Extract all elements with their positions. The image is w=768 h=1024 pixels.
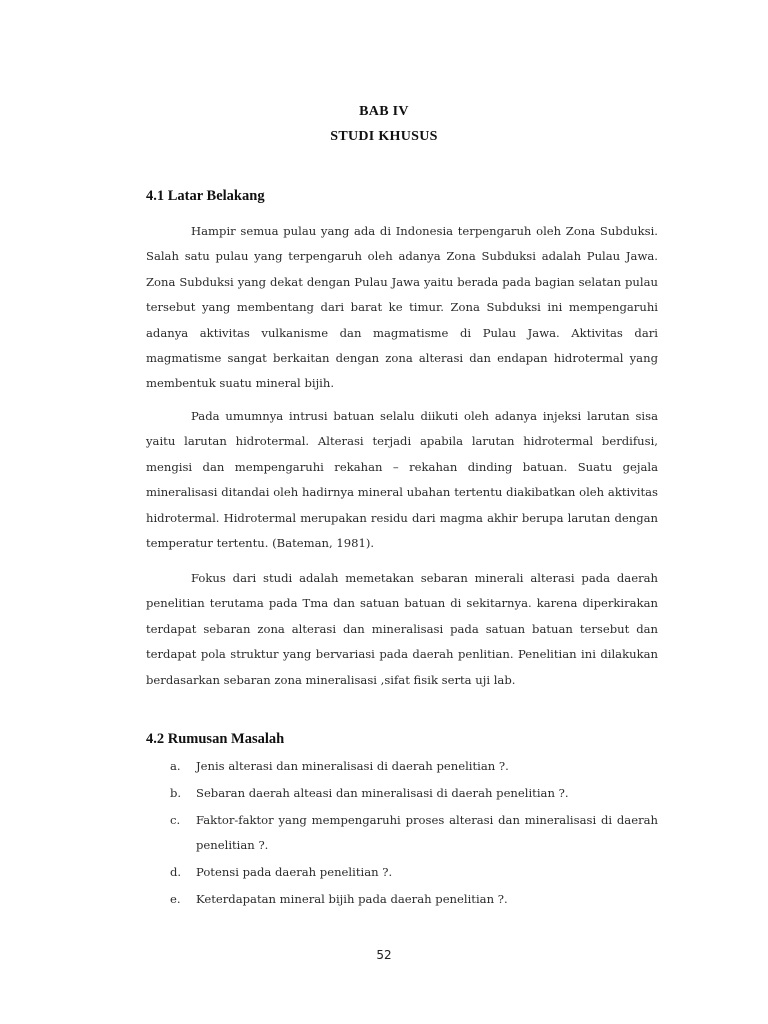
list-item — [146, 781, 658, 806]
paragraph-1: Hampir semua pulau yang ada di Indonesia terpengaruh oleh Zona Subduksi. Salah satu pulau yang terpengaruh oleh adanya Zona Subduksi adalah Pulau Jawa. Zona Subduksi yang dekat dengan Pulau Jawa yaitu berada pada bagian selatan pulau tersebut yang membentang dari barat ke timur. Zona Subduksi ini mempengaruhi adanya aktivitas vulkanisme dan magmatisme di Pulau Jawa. Aktivitas dari magmatisme sangat berkaitan dengan zona alterasi dan endapan hidrotermal yang membentuk suatu mineral bijih. — [146, 224, 658, 391]
problem-list — [146, 754, 658, 914]
list-item-text: Keterdapatan mineral bijih pada daerah penelitian ?. — [196, 892, 508, 907]
list-marker: b. — [170, 785, 182, 800]
list-marker: c. — [170, 812, 181, 827]
chapter-title: STUDI KHUSUS — [330, 129, 438, 144]
page-number: 52 — [376, 948, 392, 962]
list-item — [146, 860, 658, 885]
list-marker: d. — [170, 865, 182, 880]
list-item — [146, 754, 658, 779]
paragraph-3: Fokus dari studi adalah memetakan sebaran minerali alterasi pada daerah penelitian terutama pada Tma dan satuan batuan di sekitarnya. karena diperkirakan terdapat sebaran zona alterasi dan mineralisasi pada satuan batuan tersebut dan terdapat pola struktur yang bervariasi pada daerah penlitian. Penelitian ini dilakukan berdasarkan sebaran zona mineralisasi ,sifat fisik serta uji lab. — [146, 571, 658, 687]
list-item — [146, 887, 658, 912]
list-marker: a. — [170, 759, 181, 773]
paragraph-2: Pada umumnya intrusi batuan selalu diikuti oleh adanya injeksi larutan sisa yaitu larutan hidrotermal. Alterasi terjadi apabila larutan hidrotermal berdifusi, mengisi dan mempengaruhi rekahan – rekahan dinding batuan. Suatu gejala mineralisasi ditandai oleh hadirnya mineral ubahan tertentu diakibatkan oleh aktivitas hidrotermal. Hidrotermal merupakan residu dari magma akhir berupa larutan dengan temperatur tertentu. (Bateman, 1981). — [146, 409, 658, 551]
list-item-text: Sebaran daerah alteasi dan mineralisasi di daerah penelitian ?. — [196, 785, 569, 800]
section-heading-rumusan-masalah: 4.2 Rumusan Masalah — [146, 731, 285, 747]
list-item-text: Jenis alterasi dan mineralisasi di daerah penelitian ?. — [196, 759, 509, 773]
list-item — [146, 808, 658, 859]
list-marker: e. — [170, 892, 181, 907]
chapter-number: BAB IV — [359, 104, 409, 119]
section-heading-latar-belakang: 4.1 Latar Belakang — [146, 188, 265, 204]
list-item-text: Potensi pada daerah penelitian ?. — [196, 865, 393, 880]
list-item-text: Faktor-faktor yang mempengaruhi proses alterasi dan mineralisasi di daerah penelitian ?. — [196, 812, 658, 853]
